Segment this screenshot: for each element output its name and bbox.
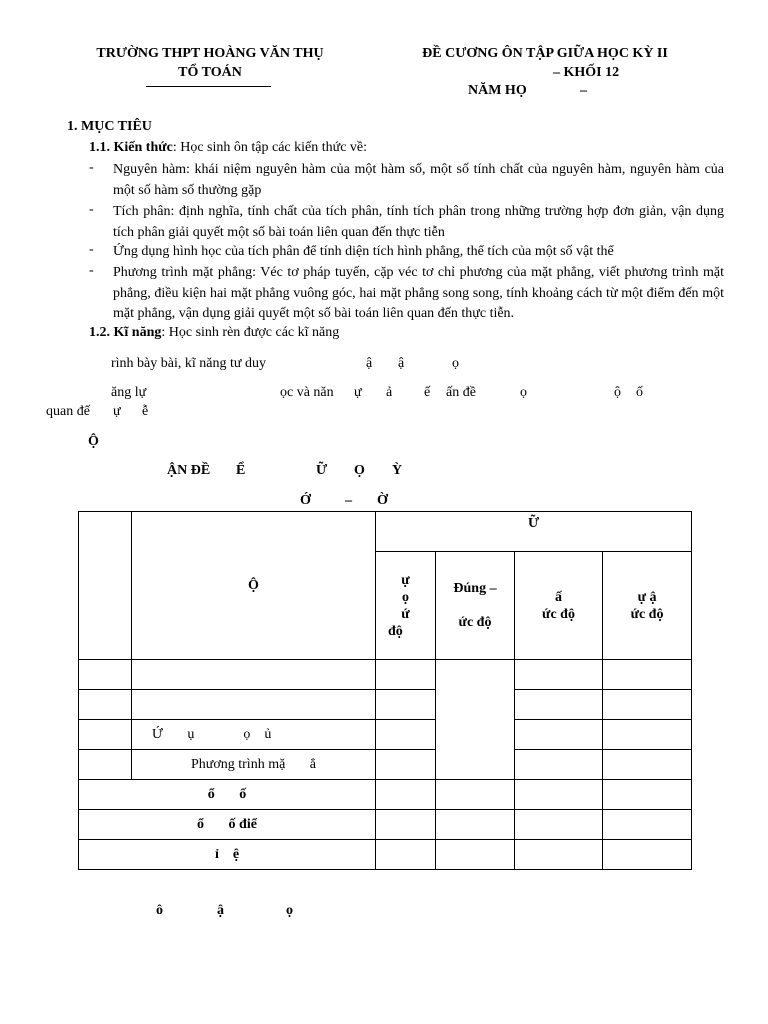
skill-fragment: ọc và năn — [280, 385, 334, 400]
table-cell-topic: Phương trình mặ ẳ — [132, 750, 376, 780]
skill-fragment: ả — [386, 385, 393, 400]
table-header-levels: Ữ — [376, 512, 692, 552]
skill-fragment: ự — [113, 404, 121, 419]
table-cell — [79, 690, 132, 720]
table-cell — [79, 720, 132, 750]
skill-fragment: ế — [424, 385, 431, 400]
footer-fragment: ọ — [286, 903, 293, 918]
table-cell — [603, 780, 692, 810]
table-cell — [603, 810, 692, 840]
table-cell — [515, 780, 603, 810]
table-cell — [515, 810, 603, 840]
footer-fragment: ậ — [217, 903, 224, 918]
skill-fragment: ấn đề — [446, 385, 476, 400]
table-header-level-2: Đúng – ức độ — [436, 552, 515, 660]
table-cell — [376, 690, 436, 720]
department-name: TỔ TOÁN — [178, 65, 242, 80]
table-percentage: ỉ ệ — [79, 840, 376, 870]
matrix-title-fragment: Ữ — [316, 463, 328, 478]
table-header-index — [79, 512, 132, 660]
matrix-subtitle-fragment: – — [345, 493, 352, 508]
table-cell — [603, 690, 692, 720]
table-cell — [376, 750, 436, 780]
knowledge-line — [89, 140, 367, 156]
skill-fragment: ễ — [142, 404, 149, 419]
knowledge-label: 1.1. Kiến thức — [89, 140, 173, 155]
skill-fragment: ọ — [452, 356, 459, 371]
table-cell — [515, 660, 603, 690]
section-2-heading: Ộ — [88, 434, 99, 449]
bullet-marker: - — [89, 160, 94, 175]
table-cell — [376, 840, 436, 870]
school-year-label: NĂM HỌ — [468, 83, 527, 98]
section-1-heading: 1. MỤC TIÊU — [67, 119, 152, 134]
matrix-title-fragment: Ọ — [354, 463, 365, 478]
table-cell — [603, 660, 692, 690]
table-cell — [376, 780, 436, 810]
table-cell — [376, 660, 436, 690]
skill-fragment: ậ — [366, 356, 373, 371]
table-cell-merged — [436, 660, 515, 780]
knowledge-bullet-integral: Tích phân: định nghĩa, tính chất của tích phân, tính tích phân trong những trường hợp đơn giản, vận dụng tích phân giải quyết một số bài toán liên quan đến thực tiễn — [113, 204, 724, 240]
table-cell — [515, 840, 603, 870]
knowledge-bullet-applications: Ứng dụng hình học của tích phân để tính diện tích hình phẳng, thể tích của một số vật thể — [113, 244, 614, 259]
exam-matrix-table — [78, 511, 692, 870]
table-cell — [515, 690, 603, 720]
table-cell — [376, 810, 436, 840]
skill-fragment: rình bày bài, kĩ năng tư duy — [111, 356, 266, 371]
table-cell — [603, 840, 692, 870]
bullet-marker: - — [89, 263, 94, 278]
table-header-level-1: ự ọ ứ độ — [376, 552, 436, 660]
skill-fragment: ự — [354, 385, 362, 400]
skill-fragment: ố — [636, 385, 643, 400]
table-cell — [79, 750, 132, 780]
footer-fragment: ô — [156, 903, 163, 918]
skill-fragment: ăng lự — [111, 385, 147, 400]
table-cell — [79, 660, 132, 690]
table-cell — [436, 840, 515, 870]
skill-fragment: ậ — [398, 356, 405, 371]
table-header-topic: Ộ — [132, 512, 376, 660]
matrix-subtitle-fragment: Ờ — [377, 493, 388, 508]
table-cell — [603, 720, 692, 750]
skills-intro: : Học sinh rèn được các kĩ năng — [161, 325, 340, 340]
table-cell — [515, 750, 603, 780]
table-cell — [436, 810, 515, 840]
table-cell — [603, 750, 692, 780]
document-grade: – KHỐI 12 — [553, 65, 620, 80]
matrix-title-fragment: ẬN ĐỀ — [167, 463, 211, 478]
knowledge-bullet-antiderivative: Nguyên hàm: khái niệm nguyên hàm của một hàm số, một số tính chất của nguyên hàm, nguyên hàm của một số hàm số thường gặp — [113, 162, 724, 198]
matrix-subtitle-fragment: Ớ — [300, 493, 311, 508]
skill-fragment: ộ — [614, 385, 621, 400]
table-cell-topic: Ứ ụ ọ ủ — [132, 720, 376, 750]
skill-fragment: quan đế — [46, 404, 90, 419]
table-cell-topic — [132, 660, 376, 690]
matrix-title-fragment: Ỳ — [392, 463, 403, 478]
table-cell-topic — [132, 690, 376, 720]
skills-label: 1.2. Kĩ năng — [89, 325, 162, 340]
matrix-title-fragment: Ể — [236, 463, 246, 478]
table-header-level-3: ấ ức độ — [515, 552, 603, 660]
table-cell — [436, 780, 515, 810]
knowledge-bullet-plane-equation: Phương trình mặt phẳng: Véc tơ pháp tuyến, cặp véc tơ chỉ phương của mặt phẳng, viết phương trình mặt phẳng, điều kiện hai mặt phẳng vuông góc, hai mặt phẳng song song, tính khoảng cách từ một điểm đến một mặt phẳng, vận dụng giải quyết một số bài toán liên quan đến thực tiễn. — [113, 265, 724, 321]
header-underline — [146, 86, 271, 87]
table-cell — [515, 720, 603, 750]
skills-line — [89, 325, 339, 341]
school-name: TRƯỜNG THPT HOÀNG VĂN THỤ — [96, 46, 324, 61]
table-total-questions: ổ ố — [79, 780, 376, 810]
document-title: ĐỀ CƯƠNG ÔN TẬP GIỮA HỌC KỲ II — [422, 46, 668, 61]
table-header-level-4: ự ậ ức độ — [603, 552, 692, 660]
school-year-dash: – — [580, 83, 587, 98]
table-cell — [376, 720, 436, 750]
table-total-points: ổ ố điể — [79, 810, 376, 840]
knowledge-intro: : Học sinh ôn tập các kiến thức về: — [172, 140, 368, 155]
bullet-marker: - — [89, 202, 94, 217]
bullet-marker: - — [89, 242, 94, 257]
skill-fragment: ọ — [520, 385, 527, 400]
